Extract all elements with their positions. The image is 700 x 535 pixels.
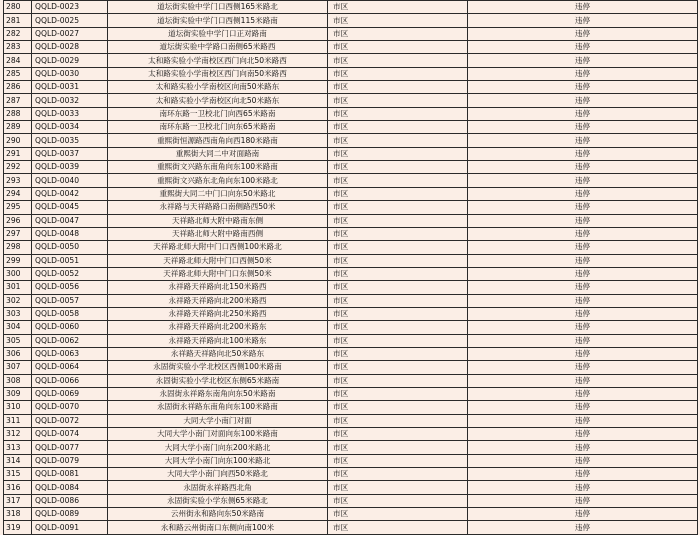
point-code: QQLD-0077 [32,441,108,454]
location-cell: 天祥路北师大附中路南西侧 [108,227,328,240]
location-cell: 永和路云州街南口东侧向南100米 [108,521,328,534]
location-cell: 天祥路北师大附中路南东侧 [108,214,328,227]
location-cell: 永祥路天祥路向北200米路东 [108,321,328,334]
point-code: QQLD-0031 [32,81,108,94]
point-code: QQLD-0035 [32,134,108,147]
violation-type-cell: 违停 [468,227,698,240]
row-number: 308 [4,374,32,387]
area-cell: 市区 [328,14,468,27]
table-row [4,94,698,107]
point-code: QQLD-0039 [32,161,108,174]
location-cell: 太和路实验小学南校区向南50米路东 [108,81,328,94]
point-code: QQLD-0089 [32,508,108,521]
area-cell: 市区 [328,267,468,280]
location-cell: 天祥路北师大附中门口东侧50米 [108,267,328,280]
row-number: 296 [4,214,32,227]
row-number: 302 [4,294,32,307]
table-row [4,374,698,387]
area-cell: 市区 [328,1,468,14]
area-cell: 市区 [328,147,468,160]
violation-type-cell: 违停 [468,267,698,280]
row-number: 303 [4,307,32,320]
area-cell: 市区 [328,254,468,267]
table-row [4,454,698,467]
location-cell: 重熙街文兴路东北角向东100米路北 [108,174,328,187]
violation-type-cell: 违停 [468,14,698,27]
point-code: QQLD-0084 [32,481,108,494]
violation-type-cell: 违停 [468,1,698,14]
point-code: QQLD-0048 [32,227,108,240]
table-row [4,14,698,27]
table-row [4,54,698,67]
area-cell: 市区 [328,94,468,107]
violation-type-cell: 违停 [468,281,698,294]
table-row [4,294,698,307]
row-number: 307 [4,361,32,374]
row-number: 312 [4,428,32,441]
violation-type-cell: 违停 [468,67,698,80]
point-code: QQLD-0057 [32,294,108,307]
table-row [4,321,698,334]
location-cell: 道坛街实验中学门口西侧115米路南 [108,14,328,27]
point-code: QQLD-0066 [32,374,108,387]
location-cell: 大同大学小南门向东200米路北 [108,441,328,454]
point-code: QQLD-0051 [32,254,108,267]
location-cell: 重熙街恒源路西南角向西180米路南 [108,134,328,147]
violation-type-cell: 违停 [468,134,698,147]
area-cell: 市区 [328,481,468,494]
row-number: 313 [4,441,32,454]
location-cell: 重熙街大同二中门口向东50米路北 [108,187,328,200]
point-code: QQLD-0079 [32,454,108,467]
area-cell: 市区 [328,307,468,320]
row-number: 291 [4,147,32,160]
point-code: QQLD-0062 [32,334,108,347]
point-code: QQLD-0069 [32,387,108,400]
table-row [4,307,698,320]
table-row [4,227,698,240]
location-cell: 南环东路一卫校北门向西65米路南 [108,107,328,120]
row-number: 297 [4,227,32,240]
violation-type-cell: 违停 [468,481,698,494]
violation-type-cell: 违停 [468,161,698,174]
point-code: QQLD-0086 [32,494,108,507]
row-number: 311 [4,414,32,427]
area-cell: 市区 [328,134,468,147]
violation-type-cell: 违停 [468,294,698,307]
row-number: 284 [4,54,32,67]
violation-type-cell: 违停 [468,521,698,534]
point-code: QQLD-0081 [32,468,108,481]
point-code: QQLD-0058 [32,307,108,320]
location-cell: 永祥路天祥路向北150米路西 [108,281,328,294]
row-number: 282 [4,27,32,40]
violation-type-cell: 违停 [468,54,698,67]
point-code: QQLD-0033 [32,107,108,120]
violation-type-cell: 违停 [468,27,698,40]
point-code: QQLD-0027 [32,27,108,40]
row-number: 295 [4,201,32,214]
row-number: 318 [4,508,32,521]
location-cell: 永祥路天祥路向北200米路西 [108,294,328,307]
table-row [4,254,698,267]
location-cell: 大同大学小南门对面向东100米路南 [108,428,328,441]
location-cell: 道坛街实验中学门口正对路南 [108,27,328,40]
violation-type-cell: 违停 [468,147,698,160]
area-cell: 市区 [328,121,468,134]
area-cell: 市区 [328,161,468,174]
location-cell: 永祥路天祥路向北100米路东 [108,334,328,347]
row-number: 280 [4,1,32,14]
area-cell: 市区 [328,67,468,80]
violation-type-cell: 违停 [468,414,698,427]
table-row [4,67,698,80]
row-number: 292 [4,161,32,174]
area-cell: 市区 [328,201,468,214]
violation-table [3,0,698,535]
location-cell: 大同大学小南门向西50米路北 [108,468,328,481]
location-cell: 道坛街实验中学路口南侧65米路西 [108,41,328,54]
table-row [4,214,698,227]
table-row [4,241,698,254]
area-cell: 市区 [328,214,468,227]
area-cell: 市区 [328,294,468,307]
point-code: QQLD-0047 [32,214,108,227]
area-cell: 市区 [328,347,468,360]
area-cell: 市区 [328,401,468,414]
violation-type-cell: 违停 [468,201,698,214]
table-row [4,361,698,374]
area-cell: 市区 [328,321,468,334]
violation-type-cell: 违停 [468,214,698,227]
location-cell: 重熙街文兴路东南角向东100米路南 [108,161,328,174]
point-code: QQLD-0032 [32,94,108,107]
violation-type-cell: 违停 [468,187,698,200]
row-number: 300 [4,267,32,280]
location-cell: 大同大学小南门对面 [108,414,328,427]
point-code: QQLD-0037 [32,147,108,160]
area-cell: 市区 [328,241,468,254]
area-cell: 市区 [328,107,468,120]
row-number: 319 [4,521,32,534]
table-row [4,414,698,427]
area-cell: 市区 [328,508,468,521]
location-cell: 重熙街大同二中对面路南 [108,147,328,160]
location-cell: 道坛街实验中学门口西侧165米路北 [108,1,328,14]
table-row [4,1,698,14]
area-cell: 市区 [328,281,468,294]
table-row [4,267,698,280]
location-cell: 永祥路与天祥路路口南侧路西50米 [108,201,328,214]
row-number: 285 [4,67,32,80]
area-cell: 市区 [328,227,468,240]
location-cell: 永固街实验小学北校区西侧100米路南 [108,361,328,374]
point-code: QQLD-0064 [32,361,108,374]
location-cell: 云州街永和路向东50米路南 [108,508,328,521]
location-cell: 太和路实验小学南校区西门向北50米路西 [108,54,328,67]
area-cell: 市区 [328,81,468,94]
area-cell: 市区 [328,494,468,507]
violation-type-cell: 违停 [468,401,698,414]
violation-type-cell: 违停 [468,374,698,387]
location-cell: 永祥路天祥路向北250米路西 [108,307,328,320]
point-code: QQLD-0045 [32,201,108,214]
location-cell: 永固街永祥路西北角 [108,481,328,494]
violation-type-cell: 违停 [468,494,698,507]
point-code: QQLD-0034 [32,121,108,134]
violation-type-cell: 违停 [468,81,698,94]
point-code: QQLD-0029 [32,54,108,67]
violation-type-cell: 违停 [468,41,698,54]
area-cell: 市区 [328,361,468,374]
row-number: 283 [4,41,32,54]
table-row [4,107,698,120]
area-cell: 市区 [328,441,468,454]
area-cell: 市区 [328,27,468,40]
table-row [4,81,698,94]
point-code: QQLD-0050 [32,241,108,254]
violation-type-cell: 违停 [468,307,698,320]
table-row [4,147,698,160]
point-code: QQLD-0074 [32,428,108,441]
violation-type-cell: 违停 [468,361,698,374]
row-number: 316 [4,481,32,494]
area-cell: 市区 [328,334,468,347]
table-row [4,401,698,414]
area-cell: 市区 [328,174,468,187]
point-code: QQLD-0091 [32,521,108,534]
row-number: 290 [4,134,32,147]
table-row [4,468,698,481]
location-cell: 南环东路一卫校北门向东65米路南 [108,121,328,134]
table-row [4,508,698,521]
table-row [4,134,698,147]
point-code: QQLD-0042 [32,187,108,200]
row-number: 294 [4,187,32,200]
row-number: 305 [4,334,32,347]
area-cell: 市区 [328,414,468,427]
area-cell: 市区 [328,187,468,200]
area-cell: 市区 [328,428,468,441]
violation-type-cell: 违停 [468,441,698,454]
point-code: QQLD-0072 [32,414,108,427]
table-row [4,41,698,54]
row-number: 317 [4,494,32,507]
point-code: QQLD-0070 [32,401,108,414]
location-cell: 太和路实验小学南校区向北50米路东 [108,94,328,107]
row-number: 293 [4,174,32,187]
table-row [4,481,698,494]
table-row [4,521,698,534]
violation-type-cell: 违停 [468,428,698,441]
area-cell: 市区 [328,374,468,387]
point-code: QQLD-0025 [32,14,108,27]
row-number: 310 [4,401,32,414]
table-row [4,387,698,400]
violation-type-cell: 违停 [468,121,698,134]
row-number: 288 [4,107,32,120]
area-cell: 市区 [328,41,468,54]
violation-type-cell: 违停 [468,94,698,107]
table-row [4,347,698,360]
location-cell: 永固街实验小学东侧65米路北 [108,494,328,507]
point-code: QQLD-0052 [32,267,108,280]
row-number: 315 [4,468,32,481]
row-number: 286 [4,81,32,94]
violation-type-cell: 违停 [468,174,698,187]
row-number: 306 [4,347,32,360]
row-number: 287 [4,94,32,107]
row-number: 281 [4,14,32,27]
table-row [4,174,698,187]
violation-type-cell: 违停 [468,454,698,467]
table-row [4,494,698,507]
violation-type-cell: 违停 [468,321,698,334]
row-number: 301 [4,281,32,294]
location-cell: 永祥路天祥路向北50米路东 [108,347,328,360]
location-cell: 永固街永祥路东南角向东50米路南 [108,387,328,400]
table-row [4,281,698,294]
location-cell: 大同大学小南门向东100米路北 [108,454,328,467]
location-cell: 永固街实验小学北校区东侧65米路南 [108,374,328,387]
violation-type-cell: 违停 [468,334,698,347]
table-row [4,441,698,454]
row-number: 299 [4,254,32,267]
area-cell: 市区 [328,521,468,534]
row-number: 314 [4,454,32,467]
point-code: QQLD-0063 [32,347,108,360]
table-row [4,428,698,441]
violation-type-cell: 违停 [468,254,698,267]
location-cell: 天祥路北师大附中门口西侧50米 [108,254,328,267]
table-row [4,27,698,40]
point-code: QQLD-0028 [32,41,108,54]
table-row [4,201,698,214]
point-code: QQLD-0060 [32,321,108,334]
row-number: 304 [4,321,32,334]
location-cell: 天祥路北师大附中门口西侧100米路北 [108,241,328,254]
point-code: QQLD-0040 [32,174,108,187]
row-number: 298 [4,241,32,254]
table-row [4,334,698,347]
location-cell: 太和路实验小学南校区西门向南50米路西 [108,67,328,80]
point-code: QQLD-0030 [32,67,108,80]
row-number: 289 [4,121,32,134]
violation-type-cell: 违停 [468,508,698,521]
violation-type-cell: 违停 [468,241,698,254]
location-cell: 永固街永祥路东南角向东100米路南 [108,401,328,414]
violation-type-cell: 违停 [468,347,698,360]
table-row [4,121,698,134]
area-cell: 市区 [328,387,468,400]
table-body [4,1,698,535]
violation-type-cell: 违停 [468,107,698,120]
area-cell: 市区 [328,54,468,67]
point-code: QQLD-0023 [32,1,108,14]
area-cell: 市区 [328,454,468,467]
violation-type-cell: 违停 [468,468,698,481]
violation-type-cell: 违停 [468,387,698,400]
row-number: 309 [4,387,32,400]
table-row [4,187,698,200]
table-row [4,161,698,174]
point-code: QQLD-0056 [32,281,108,294]
area-cell: 市区 [328,468,468,481]
